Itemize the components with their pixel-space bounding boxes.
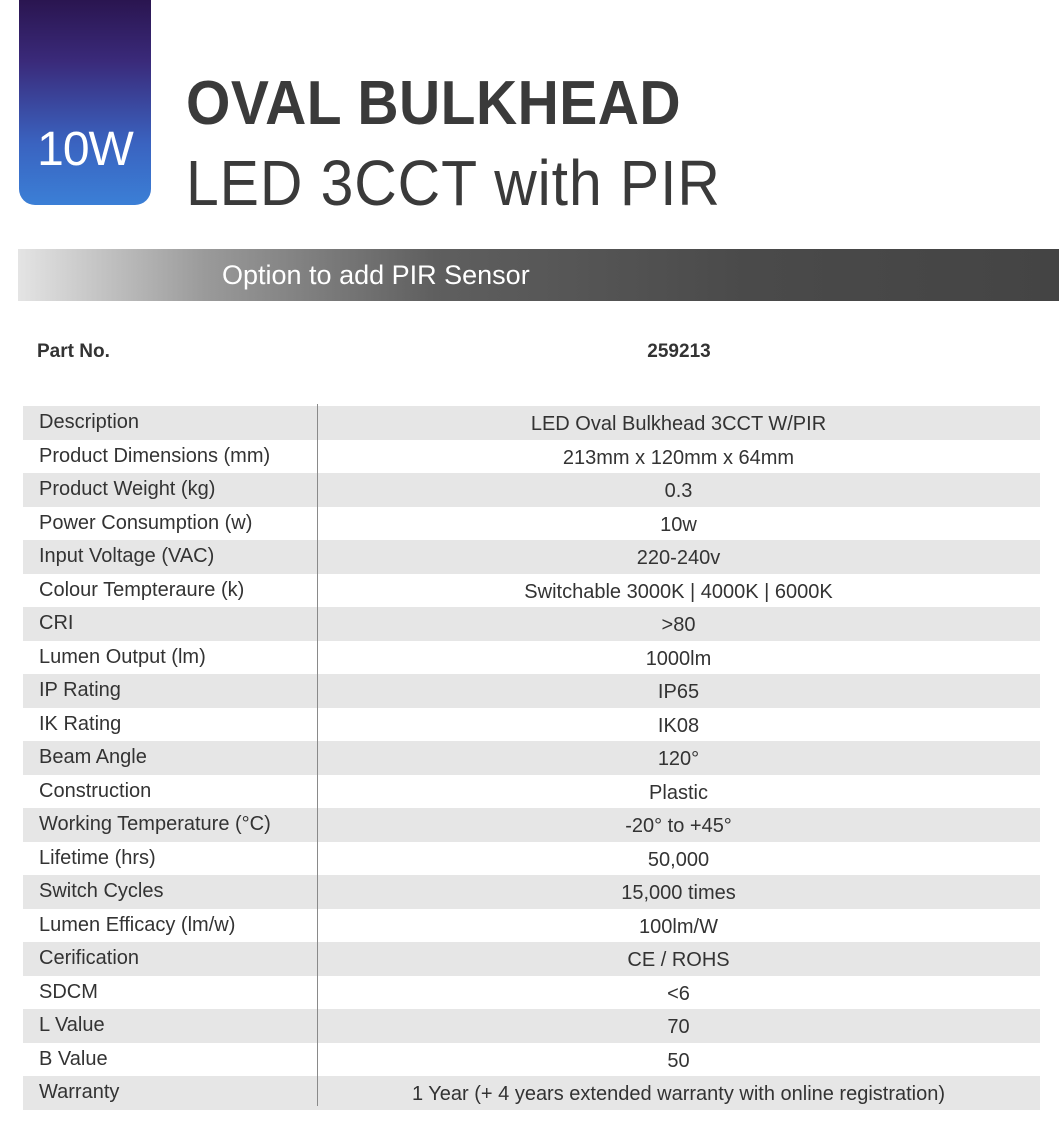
spec-label: CRI [39,612,74,635]
spec-label: SDCM [39,980,98,1003]
spec-label: IP Rating [39,679,121,702]
table-row [23,674,1040,708]
spec-value: CE / ROHS [627,949,730,972]
spec-label: Warranty [39,1081,120,1104]
table-row [23,540,1040,574]
table-row [23,473,1040,507]
section-banner [18,249,1059,301]
table-row [23,741,1040,775]
spec-label: Input Voltage (VAC) [39,545,215,568]
table-row [23,708,1040,742]
spec-value: 15,000 times [621,882,736,905]
spec-value: 50,000 [647,848,710,871]
spec-label: Power Consumption (w) [39,511,253,534]
table-row [23,641,1040,675]
spec-value: IK08 [657,714,700,737]
spec-label: Construction [39,779,152,802]
spec-value: 0.3 [664,480,693,503]
table-row [23,808,1040,842]
spec-value: IP65 [657,681,700,704]
table-row [23,406,1040,440]
spec-value: -20° to +45° [625,815,732,838]
product-subtitle: LED 3CCT with PIR [186,147,721,219]
spec-value: LED Oval Bulkhead 3CCT W/PIR [530,413,827,436]
spec-label: Description [39,411,140,434]
product-title: OVAL BULKHEAD [186,69,682,138]
spec-value: Switchable 3000K | 4000K | 6000K [524,580,833,603]
spec-label: Beam Angle [39,746,147,769]
table-row [23,607,1040,641]
spec-label: Working Temperature (°C) [39,813,271,836]
part-number-label: Part No. [37,341,110,362]
table-row [23,1009,1040,1043]
spec-label: Lumen Output (lm) [39,645,206,668]
wattage-badge [19,0,151,205]
spec-label: B Value [39,1047,108,1070]
spec-label: Product Weight (kg) [39,478,216,501]
table-row [23,507,1040,541]
spec-value: <6 [667,982,690,1005]
banner-label: Option to add PIR Sensor [222,260,530,290]
spec-value: >80 [661,614,696,637]
spec-value: 100lm/W [639,915,718,938]
part-number-value: 259213 [647,341,711,362]
column-divider [317,404,318,1106]
spec-label: Lumen Efficacy (lm/w) [39,913,236,936]
table-row [23,942,1040,976]
spec-label: IK Rating [39,712,122,735]
spec-value: 213mm x 120mm x 64mm [562,446,795,469]
spec-value: 1 Year (+ 4 years extended warranty with online registration) [411,1083,946,1106]
table-row [23,1076,1040,1110]
table-row [23,574,1040,608]
spec-value: 50 [667,1049,690,1072]
spec-value: Plastic [649,781,708,804]
spec-label: Colour Tempteraure (k) [39,578,245,601]
spec-value: 10w [660,513,697,536]
spec-label: L Value [39,1014,105,1037]
spec-value: 220-240v [636,547,721,570]
spec-label: Lifetime (hrs) [39,846,156,869]
spec-label: Switch Cycles [39,880,164,903]
table-row [23,440,1040,474]
spec-label: Cerification [39,947,140,970]
table-row [23,1043,1040,1077]
table-row [23,842,1040,876]
table-row [23,909,1040,943]
spec-table [23,406,1040,1110]
spec-value: 70 [667,1016,690,1039]
spec-value: 1000lm [645,647,712,670]
spec-label: Product Dimensions (mm) [39,444,271,467]
table-row [23,875,1040,909]
wattage-badge-label: 10W [37,123,133,176]
table-row [23,775,1040,809]
spec-value: 120° [657,748,700,771]
table-row [23,976,1040,1010]
